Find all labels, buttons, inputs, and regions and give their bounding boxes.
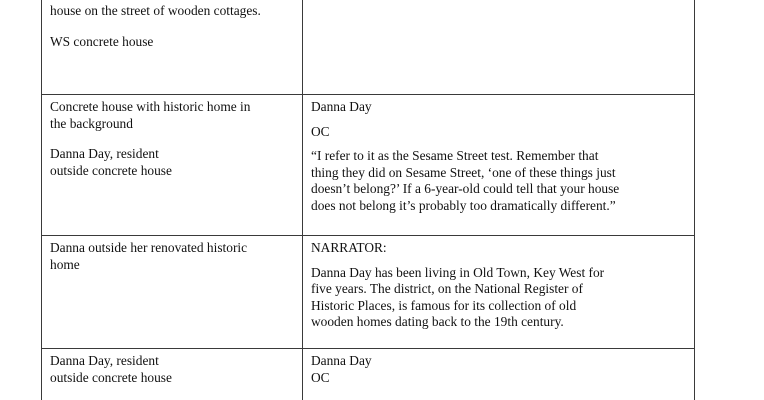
visual-text: Danna Day, resident <box>50 353 159 368</box>
script-row-3 <box>42 236 695 349</box>
audio-cell <box>303 236 695 349</box>
script-table <box>41 0 695 400</box>
script-row-4 <box>42 349 695 400</box>
visual-text: Danna outside her renovated historic <box>50 240 248 255</box>
visual-text: WS concrete house <box>50 33 154 49</box>
script-row-2 <box>42 95 695 236</box>
visual-text: outside concrete house <box>50 162 172 178</box>
visual-text: Concrete house with historic home in <box>50 99 251 114</box>
visual-text: Danna Day, resident <box>50 146 159 161</box>
quote-text: “I refer to it as the Sesame Street test. Remember that <box>311 148 599 163</box>
script-row-1 <box>42 0 695 95</box>
narration-text: five years. The district, on the National Register of <box>311 281 583 296</box>
audio-cell <box>303 0 695 95</box>
audio-cell <box>303 349 695 400</box>
visual-cell <box>42 0 303 95</box>
visual-text: outside concrete house <box>50 369 172 385</box>
visual-cell <box>42 95 303 236</box>
speaker-name: Danna Day <box>311 353 372 368</box>
direction-label: OC <box>311 369 330 385</box>
narration-text: Danna Day has been living in Old Town, Key West for <box>311 264 605 280</box>
visual-text: the background <box>50 115 133 131</box>
quote-text: thing they did on Sesame Street, ‘one of these things just <box>311 164 616 180</box>
audio-cell <box>303 95 695 236</box>
quote-text: doesn’t belong?’ If a 6-year-old could tell that your house <box>311 181 620 196</box>
speaker-name: NARRATOR: <box>311 240 387 255</box>
visual-text: home <box>50 256 80 272</box>
visual-text: house on the street of wooden cottages. <box>50 3 261 18</box>
quote-text: does not belong it’s probably too dramatically different.” <box>311 197 616 213</box>
narration-text: wooden homes dating back to the 19th century. <box>311 314 564 329</box>
direction-label: OC <box>311 123 330 139</box>
narration-text: Historic Places, is famous for its collection of old <box>311 297 577 313</box>
visual-cell <box>42 236 303 349</box>
visual-cell <box>42 349 303 400</box>
speaker-name: Danna Day <box>311 99 372 114</box>
